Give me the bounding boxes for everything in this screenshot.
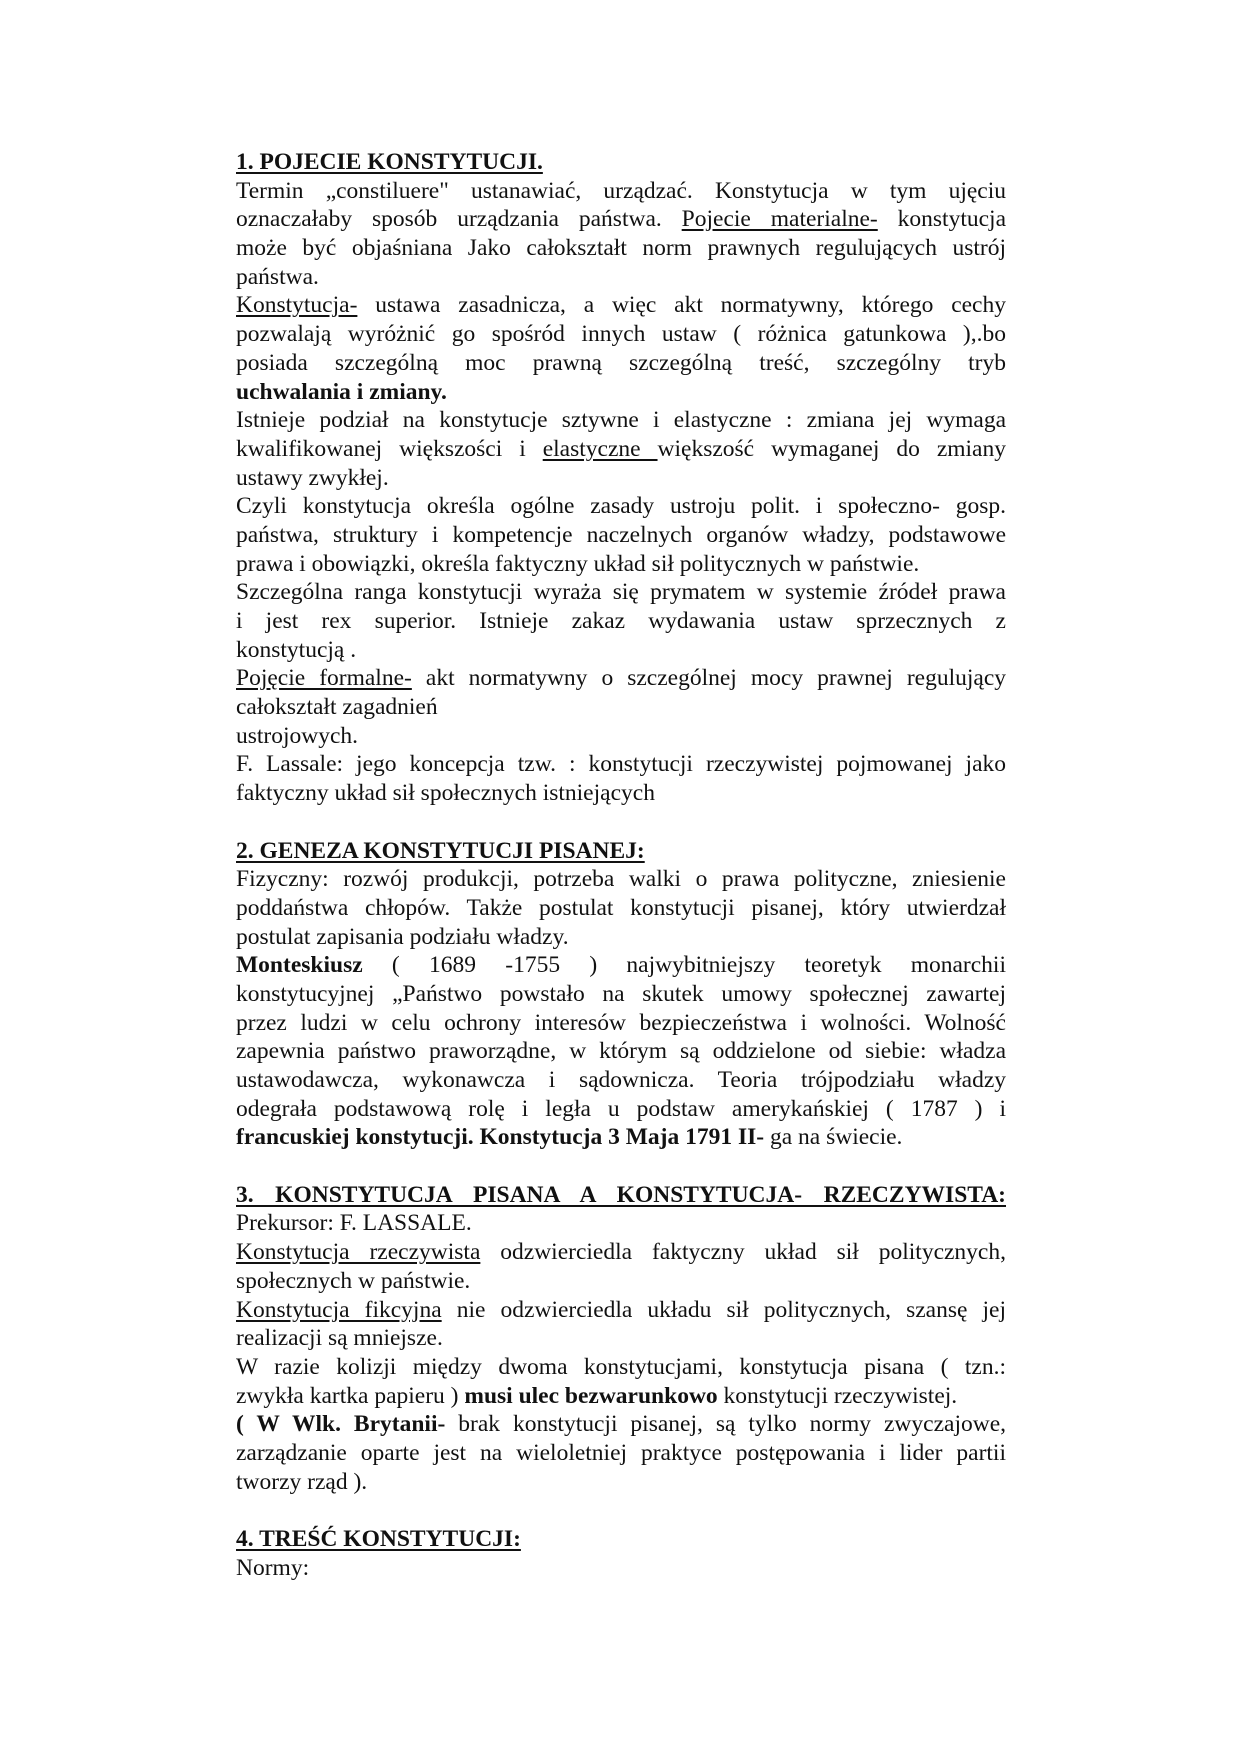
- text-line: [236, 378, 1006, 407]
- text-run: zarządzanie oparte jest na wieloletniej praktyce postępowania i lider partii: [236, 1439, 1006, 1466]
- text-line: [236, 865, 1006, 894]
- text-run: konstytucyjnej „Państwo powstało na skutek umowy społecznej zawartej: [236, 980, 1006, 1007]
- text-line: [236, 664, 1006, 693]
- text-line: [236, 1353, 1006, 1382]
- text-run: pozwalają wyróżnić go spośród innych ustaw ( różnica gatunkowa ),.bo: [236, 321, 1006, 348]
- text-run: ustrojowych.: [236, 722, 359, 749]
- text-run: zmiana jej wymaga: [806, 407, 1006, 434]
- text-run: Prekursor: F. LASSALE.: [236, 1210, 472, 1237]
- text-run: W razie kolizji między dwoma konstytucjami, konstytucja pisana ( tzn.:: [236, 1353, 1006, 1380]
- text-line: [236, 1439, 1006, 1468]
- underlined-term: Konstytucja-: [236, 292, 358, 319]
- text-run: Fizyczny: rozwój produkcji, potrzeba walki o prawa polityczne, zniesienie: [236, 866, 1006, 893]
- underlined-term: Konstytucja rzeczywista: [236, 1239, 481, 1266]
- text-run: kwalifikowanej większości i: [236, 435, 543, 462]
- text-line: [236, 1066, 1006, 1095]
- text-line: [236, 406, 1006, 435]
- blank-line: [236, 808, 1006, 837]
- document-page: [236, 148, 1006, 1582]
- text-line: [236, 1468, 1006, 1497]
- text-run: poddaństwa chłopów. Także postulat konstytucji pisanej, który utwierdzał: [236, 894, 1006, 921]
- text-line: [236, 1267, 1006, 1296]
- text-line: [236, 234, 1006, 263]
- text-line: [236, 464, 1006, 493]
- text-run: Szczególna ranga konstytucji wyraża się prymatem w systemie źródeł prawa: [236, 579, 1006, 606]
- text-run: konstytucja: [877, 206, 1006, 233]
- text-line: [236, 1095, 1006, 1124]
- text-run: postulat zapisania podziału władzy.: [236, 923, 569, 950]
- text-run: państwa.: [236, 263, 319, 290]
- text-run: brak konstytucji pisanej, są tylko normy zwyczajowe,: [445, 1411, 1006, 1438]
- text-run: przez ludzi w celu ochrony interesów bezpieczeństwa i wolności. Wolność: [236, 1009, 1006, 1036]
- text-run: realizacji są mniejsze.: [236, 1325, 443, 1352]
- text-run: faktyczny układ sił społecznych istniejących: [236, 780, 655, 807]
- text-run: ustawy zwykłej.: [236, 464, 389, 491]
- text-line: [236, 320, 1006, 349]
- text-line: [236, 550, 1006, 579]
- section-heading: [236, 1181, 1006, 1210]
- text-run: zapewnia państwo praworządne, w którym są oddzielone od siebie: władza: [236, 1038, 1006, 1065]
- text-line: [236, 750, 1006, 779]
- text-line: [236, 578, 1006, 607]
- text-line: [236, 693, 1006, 722]
- text-run: całokształt zagadnień: [236, 694, 438, 721]
- text-run: Normy:: [236, 1554, 310, 1581]
- text-run: Istnieje podział na konstytucje sztywne i elastyczne :: [236, 407, 807, 434]
- text-line: [236, 205, 1006, 234]
- text-run: posiada szczególną moc prawną szczególną treść, szczególny tryb: [236, 349, 1006, 376]
- text-line: [236, 1037, 1006, 1066]
- text-line: [236, 1123, 1006, 1152]
- text-run: może być objaśniana Jako całokształt norm prawnych regulujących ustrój: [236, 235, 1006, 262]
- text-line: [236, 1296, 1006, 1325]
- text-run: zwykła kartka papieru ): [236, 1382, 465, 1409]
- text-line: [236, 951, 1006, 980]
- text-run: Monteskiusz: [236, 952, 363, 979]
- text-line: [236, 779, 1006, 808]
- text-run: ( W Wlk. Brytanii-: [236, 1411, 446, 1438]
- text-run: ustawa zasadnicza, a więc akt normatywny, którego cechy: [357, 292, 1006, 319]
- text-line: [236, 492, 1006, 521]
- text-line: [236, 1382, 1006, 1411]
- text-line: [236, 291, 1006, 320]
- text-run: ( 1689 -1755 ) najwybitniejszy teoretyk monarchii: [362, 952, 1006, 979]
- text-run: odzwierciedla faktyczny układ sił politycznych,: [480, 1239, 1006, 1266]
- section-heading: [236, 1525, 1006, 1554]
- underlined-term: Pojecie materialne-: [681, 206, 878, 233]
- text-line: [236, 1009, 1006, 1038]
- section-heading: [236, 837, 1006, 866]
- underlined-term: Konstytucja fikcyjna: [236, 1296, 442, 1323]
- blank-line: [236, 1152, 1006, 1181]
- text-run: Termin „constiluere" ustanawiać, urządzać. Konstytucja w tym ujęciu: [236, 177, 1006, 204]
- text-run: odegrała podstawową rolę i legła u podstaw amerykańskiej ( 1787 ) i: [236, 1095, 1006, 1122]
- heading-text: 2. GENEZA KONSTYTUCJI PISANEJ:: [236, 837, 645, 864]
- blank-line: [236, 1496, 1006, 1525]
- text-run: nie odzwierciedla układu sił politycznych, szansę jej: [441, 1296, 1007, 1323]
- text-run: i jest rex superior. Istnieje zakaz wydawania ustaw sprzecznych z: [236, 608, 1006, 634]
- text-line: [236, 1209, 1006, 1238]
- text-run: konstytucji rzeczywistej.: [717, 1382, 958, 1409]
- text-run: prawa i obowiązki, określa faktyczny układ sił politycznych w państwie.: [236, 550, 920, 577]
- text-run: Czyli konstytucja określa ogólne zasady ustroju polit. i społeczno- gosp.: [236, 493, 1006, 520]
- text-line: [236, 722, 1006, 751]
- text-run: F. Lassale: jego koncepcja tzw. : konstytucji rzeczywistej pojmowanej jako: [236, 751, 1006, 778]
- text-run: uchwalania i zmiany.: [236, 378, 447, 405]
- heading-text: 4. TREŚĆ KONSTYTUCJI:: [236, 1526, 521, 1552]
- underlined-term: elastyczne: [542, 435, 658, 462]
- text-line: [236, 1238, 1006, 1267]
- text-run: francuskiej konstytucji. Konstytucja 3 Maja 1791 II-: [236, 1124, 765, 1151]
- heading-text: 1. POJECIE KONSTYTUCJI.: [236, 149, 543, 175]
- heading-text: 3. KONSTYTUCJA PISANA A KONSTYTUCJA- RZECZYWISTA:: [236, 1181, 1006, 1208]
- text-run: tworzy rząd ).: [236, 1468, 368, 1495]
- text-line: [236, 349, 1006, 378]
- text-run: większość wymaganej do zmiany: [657, 435, 1006, 462]
- text-line: [236, 894, 1006, 923]
- text-run: oznaczałaby sposób urządzania państwa.: [236, 206, 682, 233]
- text-line: [236, 521, 1006, 550]
- text-line: [236, 980, 1006, 1009]
- text-line: [236, 1410, 1006, 1439]
- text-run: akt normatywny o szczególnej mocy prawnej regulujący: [411, 665, 1006, 692]
- section-heading: [236, 148, 1006, 177]
- text-line: [236, 607, 1006, 636]
- text-line: [236, 263, 1006, 292]
- text-line: [236, 923, 1006, 952]
- text-run: państwa, struktury i kompetencje naczelnych organów władzy, podstawowe: [236, 521, 1006, 548]
- text-line: [236, 177, 1006, 206]
- text-run: ustawodawcza, wykonawcza i sądownicza. Teoria trójpodziału władzy: [236, 1067, 1006, 1093]
- text-line: [236, 636, 1006, 665]
- text-run: ga na świecie.: [764, 1124, 903, 1151]
- text-line: [236, 1554, 1006, 1583]
- underlined-term: Pojęcie formalne-: [236, 665, 412, 692]
- text-run: musi ulec bezwarunkowo: [464, 1382, 718, 1409]
- text-line: [236, 1324, 1006, 1353]
- text-run: społecznych w państwie.: [236, 1267, 471, 1294]
- text-run: konstytucją .: [236, 636, 357, 663]
- text-line: [236, 435, 1006, 464]
